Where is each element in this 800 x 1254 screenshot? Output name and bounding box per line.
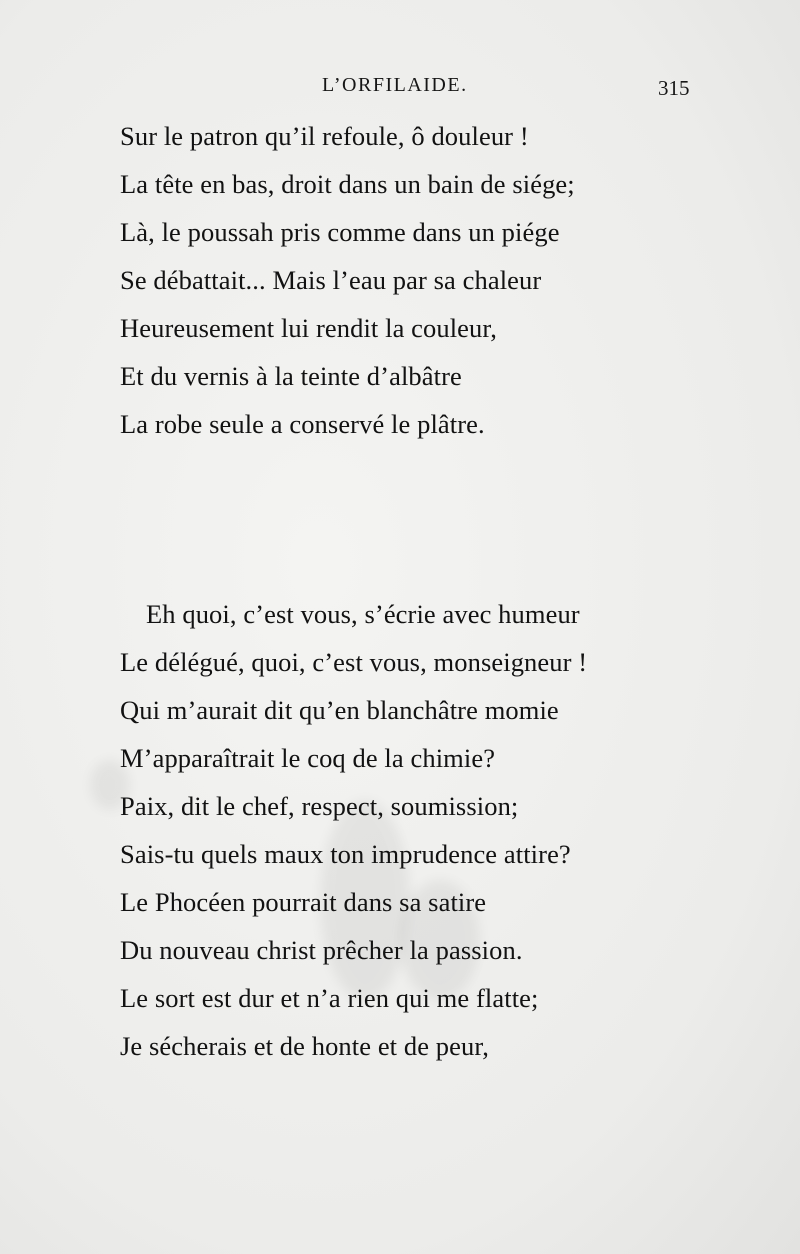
verse-line: Là, le poussah pris comme dans un piége [120,217,560,247]
verse-line: Le délégué, quoi, c’est vous, monseigneur ! [120,647,588,677]
verse-line: Le sort est dur et n’a rien qui me flatte; [120,983,539,1013]
stanza [120,590,720,1070]
verse-line: Heureusement lui rendit la couleur, [120,313,497,343]
page-number: 315 [658,76,690,100]
page-header [0,72,800,102]
verse-line: Sur le patron qu’il refoule, ô douleur ! [120,121,529,151]
verse-line: Du nouveau christ prêcher la passion. [120,935,523,965]
verse-line: Et du vernis à la teinte d’albâtre [120,361,462,391]
verse-line: Eh quoi, c’est vous, s’écrie avec humeur [146,599,580,629]
verse-line: Je sécherais et de honte et de peur, [120,1031,489,1061]
verse-line: La tête en bas, droit dans un bain de siége; [120,169,575,199]
verse-line: Qui m’aurait dit qu’en blanchâtre momie [120,695,559,725]
verse-line: M’apparaîtrait le coq de la chimie? [120,743,496,773]
verse-line: La robe seule a conservé le plâtre. [120,409,485,439]
running-title: L’ORFILAIDE. [322,74,468,96]
verse-line: Se débattait... Mais l’eau par sa chaleur [120,265,542,295]
verse-line: Paix, dit le chef, respect, soumission; [120,791,519,821]
verse-line: Sais-tu quels maux ton imprudence attire? [120,839,571,869]
stanza [120,112,720,448]
verse-line: Le Phocéen pourrait dans sa satire [120,887,487,917]
